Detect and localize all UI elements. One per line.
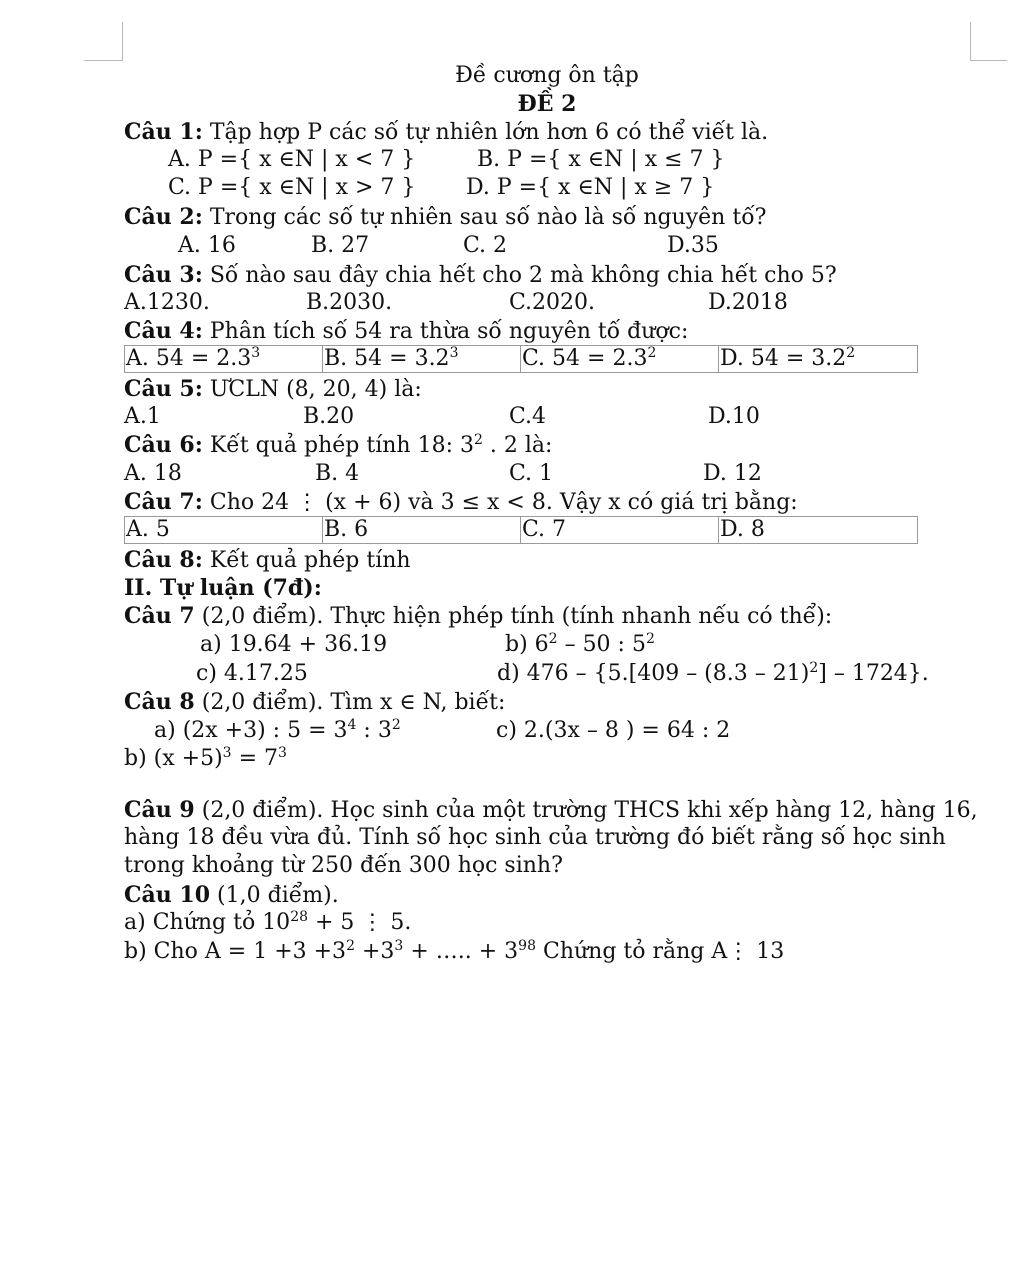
section-title: II. Tự luận (7đ): bbox=[124, 575, 322, 601]
question-label: Câu 7 bbox=[124, 603, 195, 629]
question-6-options bbox=[0, 460, 1024, 488]
question-text: Số nào sau đây chia hết cho 2 mà không chia hết cho 5? bbox=[209, 263, 837, 288]
exam-number: ĐỀ 2 bbox=[517, 91, 577, 117]
question-2 bbox=[0, 203, 1024, 231]
question-text: hàng 18 đều vừa đủ. Tính số học sinh của trường đó biết rằng số học sinh bbox=[124, 825, 946, 850]
essay-8-row-1 bbox=[0, 717, 1024, 745]
option-d: D.10 bbox=[708, 404, 760, 429]
question-5 bbox=[0, 375, 1024, 403]
part-b: b) Cho $A = 1 +3 +3^2 +3^3$ + ….. + $3^{98}$ Chứng tỏ rằng A⋮ 13 bbox=[124, 938, 785, 964]
question-7 bbox=[0, 488, 1024, 516]
question-5-options bbox=[0, 403, 1024, 431]
question-label: Câu 1: bbox=[124, 119, 203, 145]
part-a: a) Chứng tỏ $10^{28} + 5$ ⋮ 5. bbox=[124, 909, 412, 935]
option-a: A. 18 bbox=[124, 461, 182, 486]
crop-mark-top-right bbox=[970, 22, 1007, 61]
part-c: c) 2.(3x – 8 ) = 64 : 2 bbox=[496, 718, 731, 743]
option-a: A. 5 bbox=[125, 517, 323, 543]
question-8 bbox=[0, 546, 1024, 574]
part-b: b) $6^2 - 50$ : $5^2$ bbox=[505, 631, 655, 657]
question-text: trong khoảng từ 250 đến 300 học sinh? bbox=[124, 853, 563, 878]
question-label: Câu 2: bbox=[124, 204, 203, 230]
option-d: D.2018 bbox=[708, 290, 788, 315]
essay-7-row-1 bbox=[0, 631, 1024, 659]
option-d: D. P ={ x ∈N | x ≥ 7 } bbox=[466, 175, 715, 200]
question-label: Câu 3: bbox=[124, 262, 203, 288]
part-b: b) $(x +5)^3 = 7^3$ bbox=[124, 745, 287, 771]
question-label: Câu 6: bbox=[124, 432, 203, 458]
question-4 bbox=[0, 317, 1024, 345]
option-a: A.1 bbox=[124, 404, 161, 429]
part-a: a) 19.64 + 36.19 bbox=[200, 632, 388, 657]
question-text: Trong các số tự nhiên sau số nào là số nguyên tố? bbox=[209, 205, 767, 230]
question-label: Câu 8 bbox=[124, 689, 195, 715]
title-line bbox=[0, 62, 1024, 90]
section-heading bbox=[0, 574, 1024, 602]
option-b: B.2030. bbox=[306, 290, 393, 315]
option-c: C. $54 = 2.3^2$ bbox=[521, 346, 719, 372]
option-d: D. $54 = 3.2^2$ bbox=[720, 345, 856, 371]
page-title: Đề cương ôn tập bbox=[455, 63, 639, 88]
option-b: B. 4 bbox=[315, 461, 360, 486]
essay-10-part-b bbox=[0, 938, 1024, 966]
question-1-options-row-2 bbox=[0, 174, 1024, 202]
question-2-options bbox=[0, 232, 1024, 260]
option-a: A. 16 bbox=[178, 233, 236, 258]
essay-question-8 bbox=[0, 688, 1024, 716]
crop-mark-top-left bbox=[84, 22, 123, 61]
option-d: D.35 bbox=[667, 233, 719, 258]
option-b: B. 6 bbox=[323, 517, 521, 543]
question-1-options-row-1 bbox=[0, 146, 1024, 174]
essay-7-row-2 bbox=[0, 660, 1024, 688]
question-text: (2,0 điểm). Học sinh của một trường THCS khi xếp hàng 12, hàng 16, bbox=[201, 798, 978, 823]
question-label: Câu 4: bbox=[124, 318, 203, 344]
question-text: Kết quả phép tính bbox=[209, 548, 411, 573]
question-label: Câu 10 bbox=[124, 882, 211, 908]
option-a: A. $54 = 2.3^3$ bbox=[125, 346, 323, 372]
option-b: B. $54 = 3.2^3$ bbox=[323, 346, 521, 372]
option-c: C. P ={ x ∈N | x > 7 } bbox=[168, 175, 416, 200]
option-b: B.20 bbox=[303, 404, 355, 429]
question-text: (1,0 điểm). bbox=[217, 883, 339, 908]
question-3-options bbox=[0, 289, 1024, 317]
question-text: Cho 24 ⋮ (x + 6) và 3 ≤ x < 8. Vậy x có giá trị bằng: bbox=[209, 490, 798, 515]
option-c: C.2020. bbox=[509, 290, 596, 315]
question-3 bbox=[0, 261, 1024, 289]
essay-question-9 bbox=[0, 796, 1024, 824]
question-6 bbox=[0, 431, 1024, 459]
essay-question-10 bbox=[0, 881, 1024, 909]
option-c: C.4 bbox=[509, 404, 547, 429]
question-label: Câu 8: bbox=[124, 547, 203, 573]
option-d: D. 8 bbox=[720, 517, 765, 542]
question-text: Kết quả phép tính 18: $3^2$ . 2 là: bbox=[209, 432, 553, 458]
essay-8-row-2 bbox=[0, 745, 1024, 773]
option-c: C. 7 bbox=[521, 517, 719, 543]
essay-9-line-2 bbox=[0, 824, 1024, 852]
option-b: B. P ={ x ∈N | x ≤ 7 } bbox=[477, 147, 725, 172]
essay-question-7 bbox=[0, 602, 1024, 630]
subtitle-line bbox=[0, 90, 1024, 118]
option-c: C. 1 bbox=[509, 461, 554, 486]
question-text: ƯCLN (8, 20, 4) là: bbox=[209, 377, 422, 402]
part-c: c) 4.17.25 bbox=[196, 661, 308, 686]
part-d: d) 476 – {5.[409 – (8.3 – 21)$^2$] – 1724}. bbox=[497, 660, 929, 686]
question-text: Phân tích số 54 ra thừa số nguyên tố được: bbox=[209, 319, 689, 344]
question-7-options-table bbox=[124, 516, 918, 544]
question-label: Câu 5: bbox=[124, 376, 203, 402]
option-a: A.1230. bbox=[124, 290, 210, 315]
option-b: B. 27 bbox=[311, 233, 370, 258]
question-label: Câu 7: bbox=[124, 489, 203, 515]
question-4-options-table bbox=[124, 345, 918, 373]
part-a: a) (2x +3) : $5 = 3^4$ : $3^2$ bbox=[154, 717, 401, 743]
option-d: D. 12 bbox=[703, 461, 762, 486]
question-text: Tập hợp P các số tự nhiên lớn hơn 6 có thể viết là. bbox=[209, 120, 769, 145]
question-text: (2,0 điểm). Thực hiện phép tính (tính nhanh nếu có thể): bbox=[201, 604, 833, 629]
essay-10-part-a bbox=[0, 909, 1024, 937]
question-label: Câu 9 bbox=[124, 797, 195, 823]
question-text: (2,0 điểm). Tìm x ∈ N, biết: bbox=[201, 690, 506, 715]
option-a: A. P ={ x ∈N | x < 7 } bbox=[168, 147, 416, 172]
question-1 bbox=[0, 118, 1024, 146]
option-c: C. 2 bbox=[463, 233, 508, 258]
essay-9-line-3 bbox=[0, 852, 1024, 880]
